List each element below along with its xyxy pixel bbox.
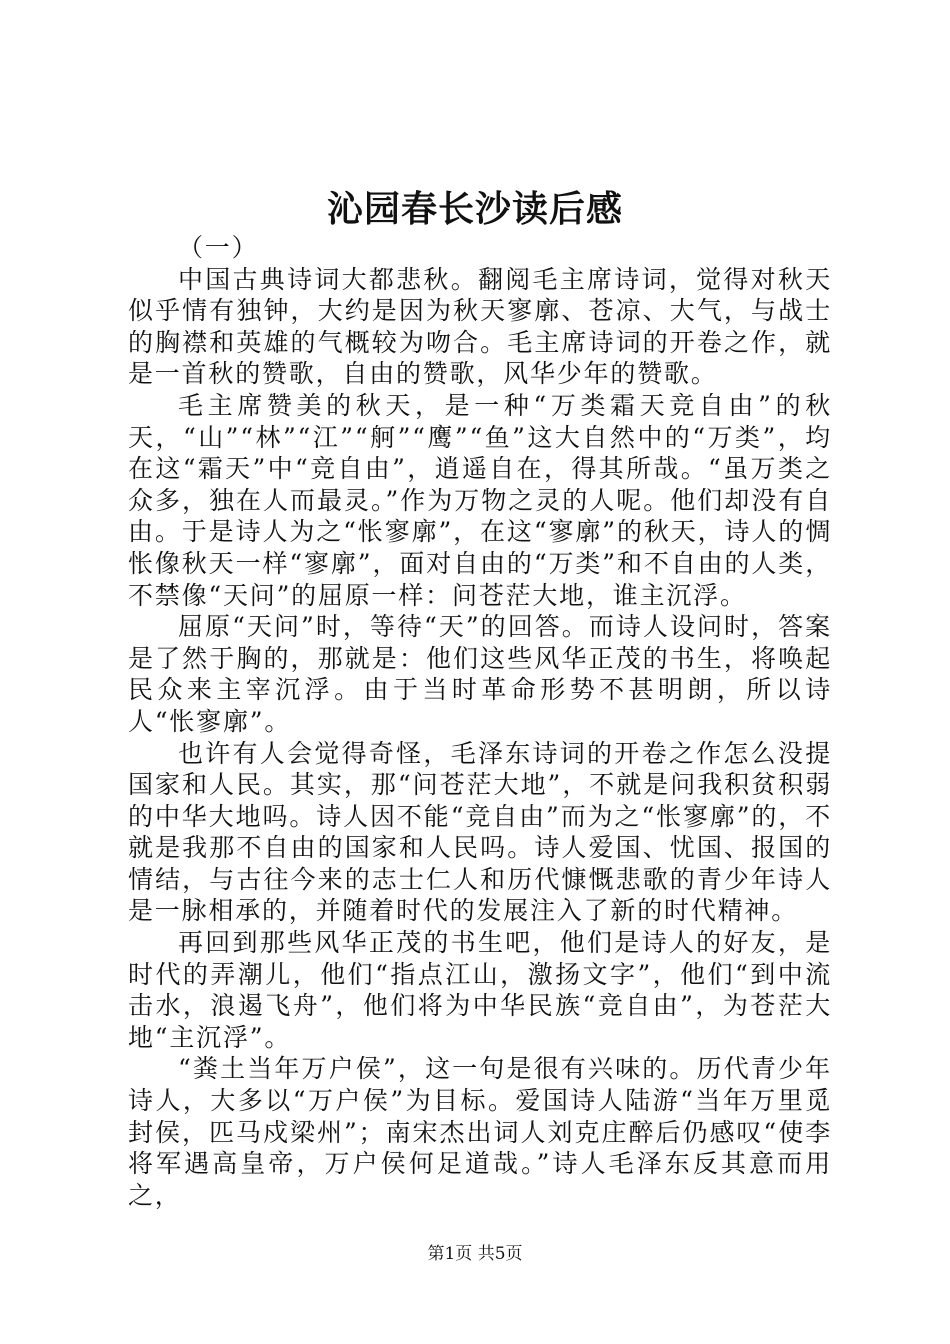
paragraph: 毛主席赞美的秋天，是一种“万类霜天竞自由”的秋天，“山”“林”“江”“舸”“鹰”“鱼”这大自然中的“万类”，均在这“霜天”中“竞自由”，逍遥自在，得其所哉。“虽万类之众多，独在人而最灵。”作为万物之灵的人呢。他们却没有自由。于是诗人为之“怅寥廓”，在这“寥廓”的秋天，诗人的惆怅像秋天一样“寥廓”，面对自由的“万类”和不自由的人类，不禁像“天问”的屈原一样：问苍茫大地，谁主沉浮。	[128, 390, 832, 610]
paragraph: 也许有人会觉得奇怪，毛泽东诗词的开卷之作怎么没提国家和人民。其实，那“问苍茫大地”，不就是问我积贫积弱的中华大地吗。诗人因不能“竞自由”而为之“怅寥廓”的，不就是我那不自由的国家和人民吗。诗人爱国、忧国、报国的情结，与古往今来的志士仁人和历代慷慨悲歌的青少年诗人是一脉相承的，并随着时代的发展注入了新的时代精神。	[128, 738, 832, 926]
paragraph: 屈原“天问”时，等待“天”的回答。而诗人设问时，答案是了然于胸的，那就是：他们这些风华正茂的书生，将唤起民众来主宰沉浮。由于当时革命形势不甚明朗，所以诗人“怅寥廓”。	[128, 612, 832, 736]
section-heading: （一）	[178, 233, 259, 262]
page-footer: 第1页 共5页	[427, 1244, 523, 1264]
document-title: 沁园春长沙读后感	[326, 188, 623, 230]
paragraph: “粪土当年万户侯”，这一句是很有兴味的。历代青少年诗人，大多以“万户侯”为目标。爱国诗人陆游“当年万里觅封侯，匹马戍梁州”；南宋杰出词人刘克庄醉后仍感叹“使李将军遇高皇帝，万户侯何足道哉。”诗人毛泽东反其意而用之，	[128, 1054, 832, 1210]
paragraph: 中国古典诗词大都悲秋。翻阅毛主席诗词，觉得对秋天似乎情有独钟，大约是因为秋天寥廓、苍凉、大气，与战士的胸襟和英雄的气概较为吻合。毛主席诗词的开卷之作，就是一首秋的赞歌，自由的赞歌，风华少年的赞歌。	[128, 264, 832, 389]
document-body	[128, 232, 832, 1211]
paragraph: 再回到那些风华正茂的书生吧，他们是诗人的好友，是时代的弄潮儿，他们“指点江山，激扬文字”，他们“到中流击水，浪遏飞舟”，他们将为中华民族“竞自由”，为苍茫大地“主沉浮”。	[128, 928, 832, 1052]
